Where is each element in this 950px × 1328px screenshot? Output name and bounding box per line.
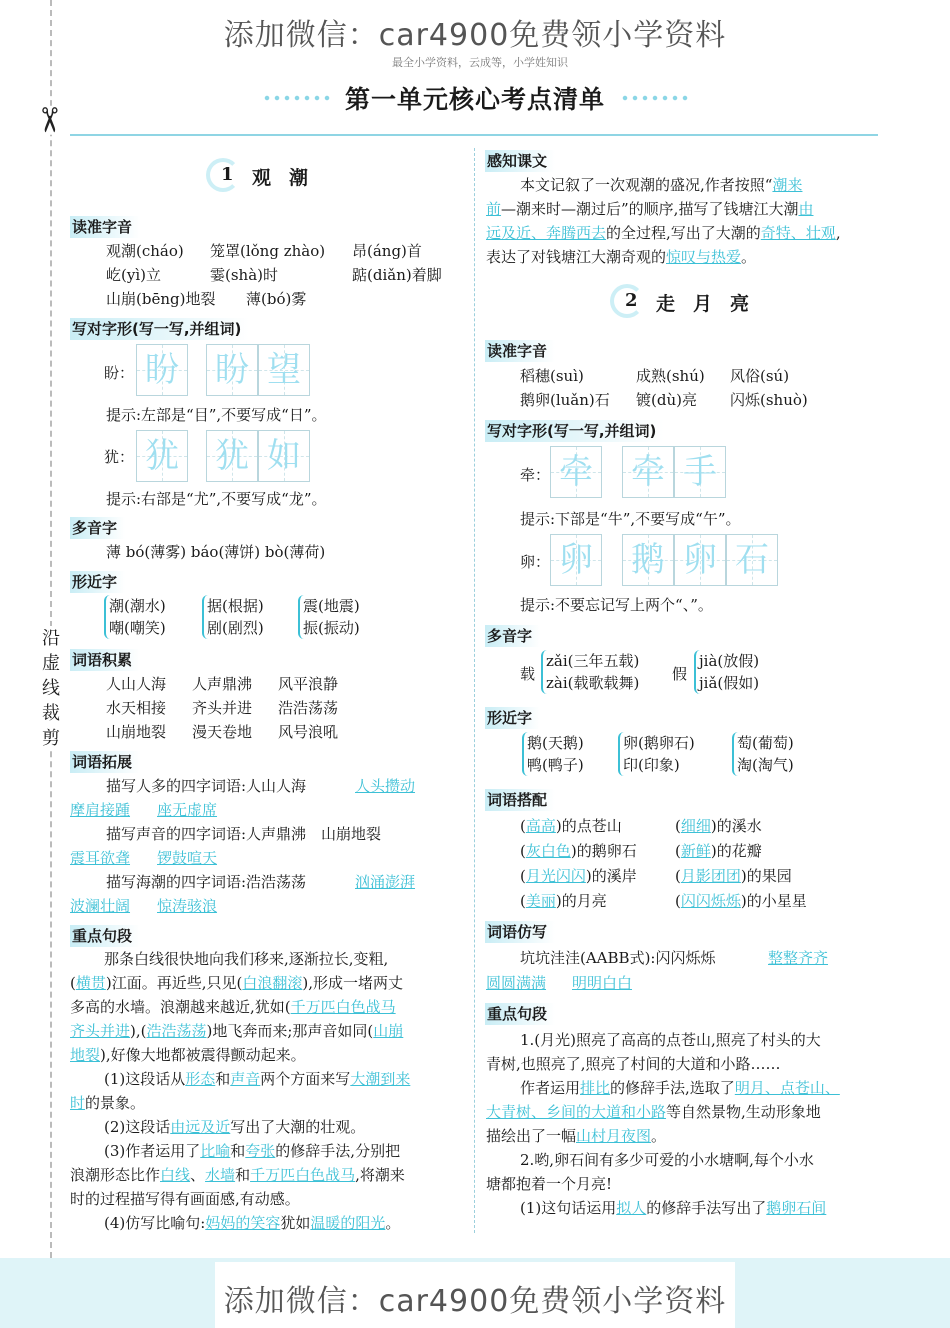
section-key: 重点句段	[485, 1003, 555, 1025]
expand-answer: 波澜壮阔	[70, 897, 131, 915]
page-title: 第一单元核心考点清单	[344, 85, 605, 114]
section-read: 读准字音	[485, 340, 555, 362]
read-item: 风俗(sú)	[730, 367, 790, 385]
cut-label: 沿 虚 线 裁 剪	[42, 628, 60, 749]
write-label: 犹：	[104, 448, 135, 466]
poly-char: 假	[672, 665, 688, 683]
similar-group: 震(地震) 振(振动)	[298, 595, 360, 639]
expand-answer: 摩肩接踵	[70, 801, 131, 819]
write-grid: 犹	[136, 430, 188, 482]
expand-answer: 座无虚席	[157, 801, 218, 819]
write-label: 盼：	[104, 364, 135, 382]
match-item: (月影团团)的果园	[675, 867, 792, 885]
read-item: 成熟(shú)	[636, 367, 705, 385]
word: 浩浩荡荡	[278, 699, 339, 717]
match-item: (美丽)的月亮	[520, 892, 607, 910]
section-similar: 形近字	[485, 707, 540, 729]
read-item: 闪烁(shuò)	[730, 391, 808, 409]
bottom-banner: 添加微信：car4900免费领小学资料	[223, 1284, 727, 1319]
write-grid: 牵	[550, 446, 602, 498]
similar-group: 卵(鹅卵石) 印(印象)	[618, 732, 695, 776]
word: 水天相接	[106, 699, 167, 717]
read-item: 鹅卵(luǎn)石	[520, 391, 610, 409]
word: 人山人海	[106, 675, 167, 693]
section-similar: 形近字	[70, 571, 125, 593]
section-imitate: 词语仿写	[485, 921, 555, 943]
word: 漫天卷地	[192, 723, 253, 741]
poly-group: jià(放假) jiǎ(假如)	[694, 650, 759, 694]
write-grid: 牵 手	[622, 446, 726, 498]
top-divider	[70, 134, 878, 136]
lesson-title: 走月亮	[656, 293, 768, 315]
read-item: 踮(diǎn)着脚	[352, 266, 442, 284]
section-read: 读准字音	[70, 216, 140, 238]
read-item: 薄(bó)雾	[246, 290, 307, 308]
write-grid: 盼 望	[206, 344, 310, 396]
read-item: 镀(dù)亮	[636, 391, 697, 409]
expand-line: 描写海潮的四字词语:浩浩荡荡	[106, 873, 307, 891]
write-tip: 提示:下部是“牛”,不要写成“午”。	[520, 510, 741, 528]
expand-answer: 汹涌澎湃	[355, 873, 416, 891]
expand-line: 描写声音的四字词语:人声鼎沸 山崩地裂	[106, 825, 382, 843]
write-grid: 鹅 卵 石	[622, 534, 778, 586]
section-poly: 多音字	[70, 517, 125, 539]
similar-group: 萄(葡萄) 淘(淘气)	[732, 732, 794, 776]
lesson-title: 观潮	[252, 167, 327, 189]
poly-char: 载	[520, 665, 536, 683]
column-divider	[474, 148, 475, 1233]
similar-group: 据(根据) 剧(剧烈)	[202, 595, 264, 639]
write-tip: 提示:左部是“目”,不要写成“日”。	[106, 406, 327, 424]
section-match: 词语搭配	[485, 789, 555, 811]
lesson-number: 2	[625, 290, 638, 311]
faint-line: 最全小学资料，云成等，小学姓知识	[392, 56, 568, 69]
title-dots-right	[620, 95, 690, 101]
section-perceive: 感知课文	[485, 150, 555, 172]
section-key: 重点句段	[70, 925, 140, 947]
read-item: 稻穗(suì)	[520, 367, 584, 385]
word: 风平浪静	[278, 675, 339, 693]
expand-answer: 惊涛骇浪	[157, 897, 218, 915]
read-item: 屹(yì)立	[106, 266, 161, 284]
scissors-icon: ✂	[28, 105, 69, 135]
word: 山崩地裂	[106, 723, 167, 741]
similar-group: 潮(潮水) 嘲(嘲笑)	[104, 595, 166, 639]
match-item: (细细)的溪水	[675, 817, 762, 835]
perceive-text: 本文记叙了一次观潮的盛况,作者按照“潮来 前—潮来时—潮过后”的顺序,描写了钱塘江大潮由 远及近、奔腾西去的全过程,写出了大潮的奇特、壮观, 表达了对钱塘江大潮奇观的惊叹与热爱。	[486, 176, 841, 266]
key-passage: 那条白线很快地向我们移来,逐渐拉长,变粗, (横贯)江面。再近些,只见(白浪翻滚),形成一堵两丈 多高的水墙。浪潮越来越近,犹如(千万匹白色战马 齐头并进),(浩浩荡荡)地飞奔而来;那声音如同(山崩 地裂),好像大地都被震得颤动起来。 (1)这段话从形态和声音两个方面来写大潮到来 时的景象。 (2)这段话由远及近写出了大潮的壮观。 (3)作者运用了比喻和夸张的修辞手法,分别把 浪潮形态比作白线、水墙和千万匹白色战马,将潮来 时的过程描写得有画面感,有动感。 (4)仿写比喻句:妈妈的笑容犹如温暖的阳光。	[70, 950, 411, 1232]
match-item: (灰白色)的鹅卵石	[520, 842, 637, 860]
write-grid: 卵	[550, 534, 602, 586]
match-item: (高高)的点苍山	[520, 817, 622, 835]
section-write: 写对字形(写一写,并组词)	[485, 420, 664, 442]
expand-answer: 震耳欲聋	[70, 849, 131, 867]
match-item: (闪闪烁烁)的小星星	[675, 892, 807, 910]
imitate-answer: 圆圆满满	[486, 974, 547, 992]
imitate-answer: 明明白白	[572, 974, 633, 992]
match-item: (月光闪闪)的溪岸	[520, 867, 637, 885]
imitate-answer: 整整齐齐	[768, 949, 829, 967]
read-item: 昂(áng)首	[352, 242, 422, 260]
section-poly: 多音字	[485, 625, 540, 647]
write-tip: 提示:右部是“尤”,不要写成“龙”。	[106, 490, 327, 508]
expand-answer: 人头攒动	[355, 777, 416, 795]
write-grid: 盼	[136, 344, 188, 396]
poly-text: 薄 bó(薄雾) báo(薄饼) bò(薄荷)	[106, 543, 326, 561]
match-item: (新鲜)的花瓣	[675, 842, 762, 860]
expand-line: 描写人多的四字词语:人山人海	[106, 777, 307, 795]
write-grid: 犹 如	[206, 430, 310, 482]
word: 齐头并进	[192, 699, 253, 717]
write-tip: 提示:不要忘记写上两个“、”。	[520, 596, 713, 614]
word: 风号浪吼	[278, 723, 339, 741]
write-label: 牵：	[520, 466, 551, 484]
read-item: 观潮(cháo)	[106, 242, 184, 260]
write-label: 卵：	[520, 553, 551, 571]
section-write: 写对字形(写一写,并组词)	[70, 318, 249, 340]
read-item: 霎(shà)时	[210, 266, 279, 284]
key-passage: 1.(月光)照亮了高高的点苍山,照亮了村头的大 青树,也照亮了,照亮了村间的大道和小路…… 作者运用排比的修辞手法,选取了明月、点苍山、 大青树、乡间的大道和小路等自然景物,生动形象地 描绘出了一幅山村月夜图。 2.哟,卵石间有多少可爱的小水塘啊,每个小水 塘都抱着一个月亮! (1)这句话运用拟人的修辞手法写出了鹅卵石间	[486, 1031, 840, 1217]
expand-answer: 锣鼓喧天	[157, 849, 218, 867]
poly-group: zǎi(三年五载) zài(载歌载舞)	[541, 650, 639, 694]
word: 人声鼎沸	[192, 675, 253, 693]
top-banner: 添加微信：car4900免费领小学资料	[223, 18, 727, 53]
section-words: 词语积累	[70, 649, 140, 671]
similar-group: 鹅(天鹅) 鸭(鸭子)	[522, 732, 584, 776]
imitate-text: 坑坑洼洼(AABB式):闪闪烁烁	[520, 949, 716, 967]
read-item: 山崩(bēng)地裂	[106, 290, 216, 308]
read-item: 笼罩(lǒng zhào)	[210, 242, 326, 260]
lesson-number: 1	[221, 164, 234, 185]
section-expand: 词语拓展	[70, 751, 140, 773]
